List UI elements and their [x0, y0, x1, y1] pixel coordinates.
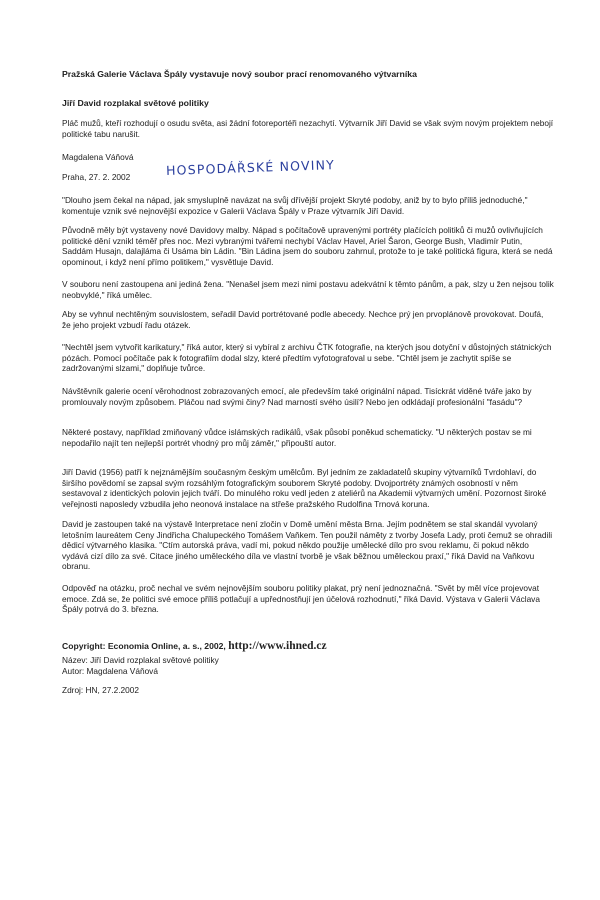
body-paragraph: Návštěvník galerie ocení věrohodnost zobrazovaných emocí, ale především také originální nápad. Tisíckrát viděné tváře jako by promlouvaly novým způsobem. Pláčou nad svými činy? Nad marností svého úsilí? Nebo jen odkládají profesionální "fasádu"? — [62, 386, 532, 407]
body-paragraph: "Nechtěl jsem vytvořit karikatury," říká autor, který si vybíral z archivu ČTK fotografie, na kterých jsou dotyční v důstojných státnických pózách. Pomocí počítače pak k fotografiím dodal slzy, které předtím vyfotografoval u sebe. "Chtěl jsem je zachytit spíše se zadržovanými slzami," doplňuje tvůrce. — [62, 342, 552, 374]
body-paragraph: Odpověď na otázku, proč nechal ve svém nejnovějším souboru politiky plakat, prý není jednoznačná. "Svět by měl více projevovat emoce. Zdá se, že politici své emoce příliš potlačují a upřednostňují jen účelová rozhodnutí," říká David. Výstava v Galerii Václava Špály potrvá do 3. března. — [62, 583, 540, 615]
subheadline: Jiří David rozplakal světové politiky — [62, 98, 209, 108]
body-paragraph: V souboru není zastoupena ani jediná žena. "Nenašel jsem mezi nimi postavu adekvátní k těmto pánům, a pak, slzy u žen nejsou tolik neobvyklé," říká umělec. — [62, 279, 554, 300]
article-meta — [62, 655, 554, 676]
body-paragraph: Jiří David (1956) patří k nejznámějším současným českým umělcům. Byl jedním ze zakladatelů skupiny výtvarníků Tvrdohlaví, do širšího povědomí se zapsal svým rozsáhlým fotografickým souborem Skryté podoby. Dvojportréty známých osobností v něm sestavoval z identických polovin jejich tváří. Do minulého roku vedl jeden z ateliérů na Akademii výtvarných umění. Pozornost široké veřejnosti naposledy vzbudila jeho neonová instalace na střeše pražského Rudolfina Trnová koruna. — [62, 467, 547, 509]
copyright-text: Copyright: Economia Online, a. s., 2002, — [62, 641, 226, 651]
handwritten-source-note: HOSPODÁŘSKÉ NOVINY — [165, 157, 336, 178]
body-paragraph: Některé postavy, například zmiňovaný vůdce islámských radikálů, však působí poněkud schematicky. "U některých postav se mi nepodařilo najít ten nejlepší portrét vhodný pro můj záměr," připouští autor. — [62, 427, 532, 448]
body-paragraph: David je zastoupen také na výstavě Interpretace není zločin v Domě umění města Brna. Jejím podnětem se stal skandál vyvolaný letošním laureátem Ceny Jindřicha Chalupeckého Tomášem Vaňkem. Ten použil náměty z tvorby Josefa Lady, proti čemuž se ohradili dědicí výtvarného klasika. "Ctím autorská práva, vadí mi, pokud někdo použije umělecké dílo pro svou reklamu, či pokud někdo vydává cizí dílo za své. Citace jiného uměleckého díla ve vlastní tvorbě je však běžnou uměleckou praxí," říká David na Vaňkovu obranu. — [62, 519, 553, 572]
source-url-link[interactable]: http://www.ihned.cz — [228, 640, 327, 652]
body-paragraph: "Dlouho jsem čekal na nápad, jak smysluplně navázat na svůj dřívější projekt Skryté podoby, aniž by to bylo příliš jednoduché," komentuje vznik své nejnovější expozice v Galerii Václava Špály v Praze výtvarník Jiří David. — [62, 195, 528, 216]
title-line: Název: Jiří David rozplakal světové politiky — [62, 655, 219, 665]
lead-paragraph: Pláč mužů, kteří rozhodují o osudu světa, asi žádní fotoreportéři nezachytí. Výtvarník Jiří David se však svým novým projektem nebojí politické tabu narušit. — [62, 118, 554, 139]
headline: Pražská Galerie Václava Špály vystavuje nový soubor prací renomovaného výtvarníka — [62, 69, 417, 79]
body-paragraph: Aby se vyhnul nechtěným souvislostem, seřadil David portrétované podle abecedy. Nechce prý jen prvoplánově provokovat. Doufá, že jeho projekt vzbudí řadu otázek. — [62, 309, 544, 330]
source-line: Zdroj: HN, 27.2.2002 — [62, 685, 140, 695]
copyright-line — [62, 641, 554, 652]
author-line: Autor: Magdalena Váňová — [62, 665, 158, 676]
author-name: Magdalena Váňová — [62, 152, 134, 162]
dateline: Praha, 27. 2. 2002 — [62, 172, 131, 182]
body-paragraph: Původně měly být vystaveny nové Davidovy malby. Nápad s počítačově upravenými portréty plačících politiků či mužů ovlivňujících politické dění vznikl téměř přes noc. Mezi vybranými tvářemi nechybí Václav Havel, Ariel Šaron, George Bush, Vladimír Putin, Saddám Husajn, dalajláma či Usáma bin Ládin. "Bin Ládina jsem do souboru zahrnul, protože to je také politická figura, která se nedá opominout, i když není přímo politikem," vysvětluje David. — [62, 225, 553, 267]
